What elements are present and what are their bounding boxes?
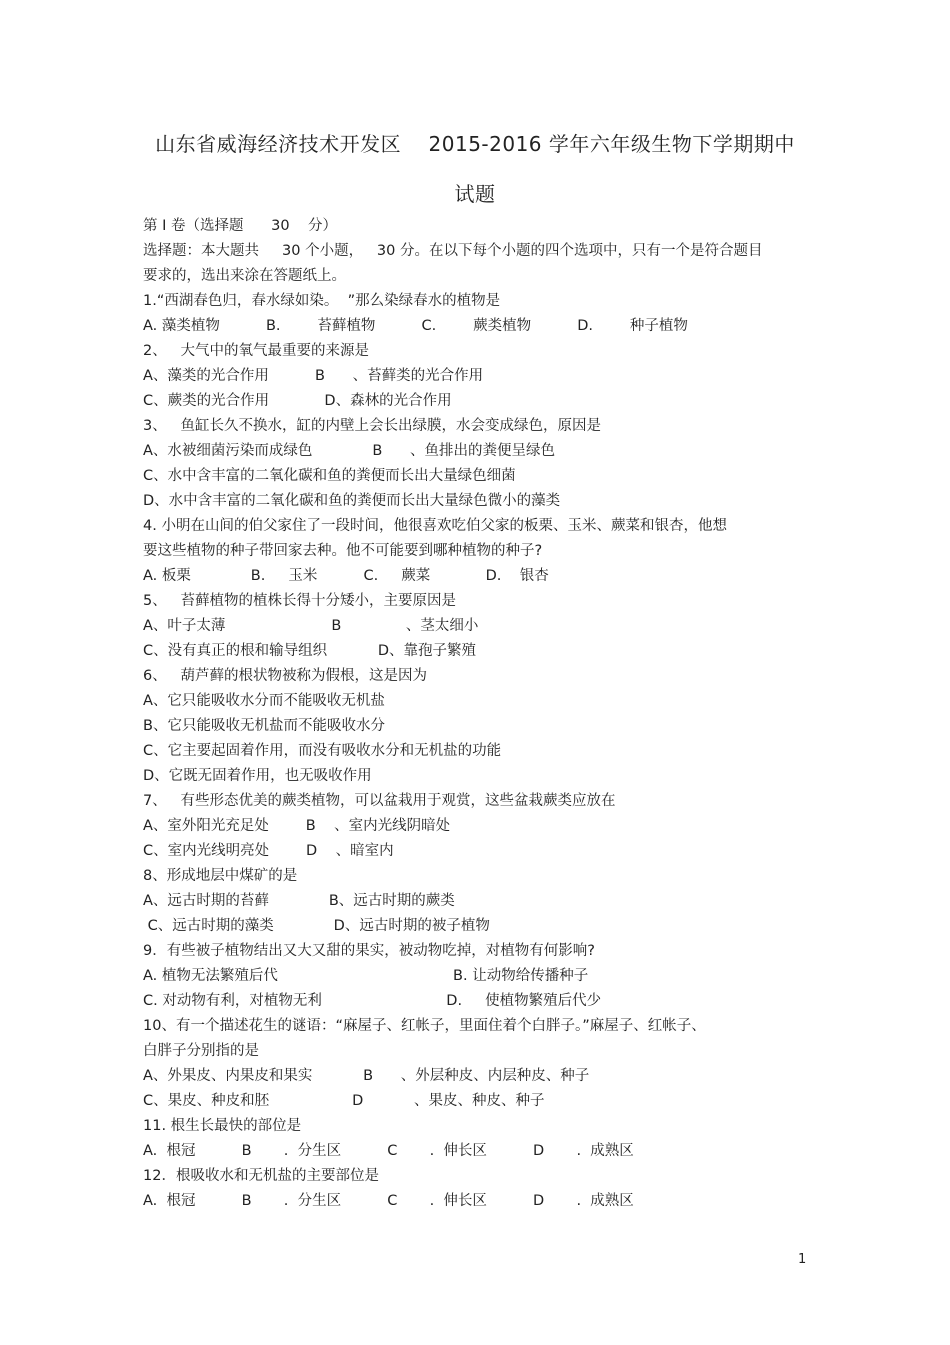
question-12-options: A. 根冠 B . 分生区 C . 伸长区 D . 成熟区 <box>143 1193 634 1209</box>
question-7-options: C、室内光线明亮处 D 、暗室内 <box>143 843 394 859</box>
question-9-options: A. 植物无法繁殖后代 B. 让动物给传播种子 <box>143 968 589 984</box>
question-2-options: C、蕨类的光合作用 D、森林的光合作用 <box>143 393 452 409</box>
question-11: 11. 根生长最快的部位是 <box>143 1118 302 1134</box>
question-6-option-d: D、它既无固着作用，也无吸收作用 <box>143 768 372 784</box>
question-5-options: C、没有真正的根和输导组织 D、靠孢子繁殖 <box>143 643 476 659</box>
question-4-continued: 要这些植物的种子带回家去种。他不可能要到哪种植物的种子? <box>143 543 543 559</box>
question-7-options: A、室外阳光充足处 B 、室内光线阴暗处 <box>143 818 451 834</box>
question-10-continued: 白胖子分别指的是 <box>143 1043 259 1059</box>
question-9: 9．有些被子植物结出又大又甜的果实，被动物吃掉，对植物有何影响? <box>143 943 595 959</box>
question-10-options: C、果皮、种皮和胚 D 、果皮、种皮、种子 <box>143 1093 545 1109</box>
question-1-options: A. 藻类植物 B. 苔藓植物 C. 蕨类植物 D. 种子植物 <box>143 318 688 334</box>
question-10-options: A、外果皮、内果皮和果实 B 、外层种皮、内层种皮、种子 <box>143 1068 590 1084</box>
question-6: 6、 葫芦藓的根状物被称为假根，这是因为 <box>143 668 428 684</box>
instructions-line: 要求的，选出来涂在答题纸上。 <box>143 268 346 284</box>
question-3: 3、 鱼缸长久不换水，缸的内壁上会长出绿膜，水会变成绿色，原因是 <box>143 418 602 434</box>
question-7: 7、 有些形态优美的蕨类植物，可以盆栽用于观赏，这些盆栽蕨类应放在 <box>143 793 616 809</box>
question-8-options: C、远古时期的藻类 D、远古时期的被子植物 <box>143 918 490 934</box>
question-2: 2、 大气中的氧气最重要的来源是 <box>143 343 370 359</box>
question-8-options: A、远古时期的苔藓 B、远古时期的蕨类 <box>143 893 455 909</box>
question-3-option-d: D、水中含丰富的二氧化碳和鱼的粪便而长出大量绿色微小的藻类 <box>143 493 561 509</box>
page-number: 1 <box>798 1252 807 1267</box>
question-2-options: A、藻类的光合作用 B 、苔藓类的光合作用 <box>143 368 484 384</box>
question-9-options: C. 对动物有利，对植物无利 D. 使植物繁殖后代少 <box>143 993 602 1009</box>
question-12: 12．根吸收水和无机盐的主要部位是 <box>143 1168 379 1184</box>
section-heading: 第 I 卷（选择题 30 分） <box>143 218 338 234</box>
document-title-line-2: 试题 <box>454 182 496 206</box>
question-11-options: A. 根冠 B . 分生区 C . 伸长区 D . 成熟区 <box>143 1143 634 1159</box>
question-1: 1.“西湖春色归，春水绿如染。 ”那么染绿春水的植物是 <box>143 293 501 309</box>
question-5-options: A、叶子太薄 B 、茎太细小 <box>143 618 479 634</box>
question-6-option-c: C、它主要起固着作用，而没有吸收水分和无机盐的功能 <box>143 743 502 759</box>
question-10: 10、有一个描述花生的谜语：“麻屋子、红帐子，里面住着个白胖子。”麻屋子、红帐子、 <box>143 1018 706 1034</box>
question-6-option-b: B、它只能吸收无机盐而不能吸收水分 <box>143 718 385 734</box>
question-5: 5、 苔藓植物的植株长得十分矮小，主要原因是 <box>143 593 457 609</box>
question-8: 8、形成地层中煤矿的是 <box>143 868 298 884</box>
document-title-line-1: 山东省威海经济技术开发区 2015-2016 学年六年级生物下学期期中 <box>155 132 795 156</box>
question-3-option-c: C、水中含丰富的二氧化碳和鱼的粪便而长出大量绿色细菌 <box>143 468 516 484</box>
question-4: 4. 小明在山间的伯父家住了一段时间，他很喜欢吃伯父家的板栗、玉米、蕨菜和银杏，他想 <box>143 518 727 534</box>
question-6-option-a: A、它只能吸收水分而不能吸收无机盐 <box>143 693 385 709</box>
instructions-line: 选择题：本大题共 30 个小题， 30 分。在以下每个小题的四个选项中，只有一个是符合题目 <box>143 243 763 259</box>
question-4-options: A. 板栗 B. 玉米 C. 蕨菜 D. 银杏 <box>143 568 549 584</box>
question-3-options: A、水被细菌污染而成绿色 B 、鱼排出的粪便呈绿色 <box>143 443 555 459</box>
